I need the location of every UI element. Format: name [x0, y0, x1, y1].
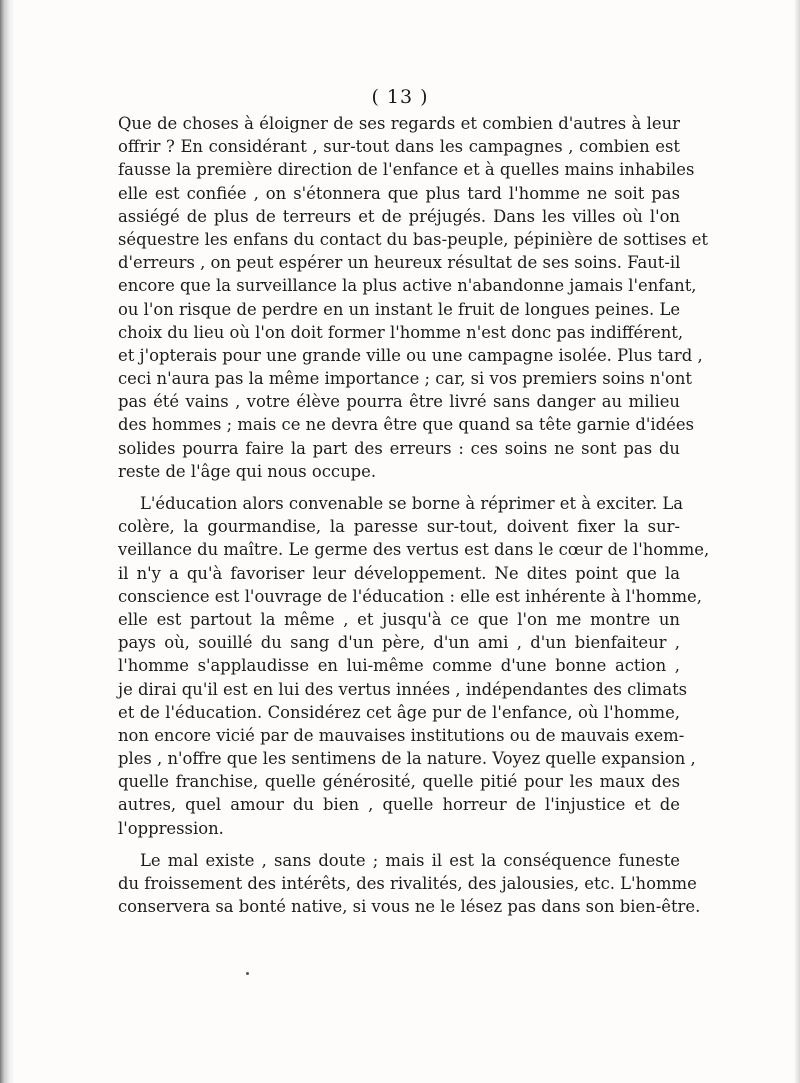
body-text	[118, 112, 710, 918]
text-line: L'éducation alors convenable se borne à réprimer et à exciter. La	[140, 494, 684, 513]
text-line: solides pourra faire la part des erreurs : ces soins ne sont pas du	[118, 438, 680, 458]
text-line: ples , n'offre que les sentimens de la nature. Voyez quelle expansion ,	[118, 749, 696, 769]
text-line: colère, la gourmandise, la paresse sur-tout, doivent fixer la sur-	[118, 517, 680, 537]
text-line: Le mal existe , sans doute ; mais il est la conséquence funeste	[140, 850, 680, 870]
text-line: autres, quel amour du bien , quelle horreur de l'injustice et de	[118, 795, 680, 815]
text-line: veillance du maître. Le germe des vertus est dans le cœur de l'homme,	[118, 540, 710, 560]
text-line: assiégé de plus de terreurs et de préjugés. Dans les villes où l'on	[118, 206, 680, 226]
text-line: pays où, souillé du sang d'un père, d'un ami , d'un bienfaiteur ,	[118, 633, 680, 653]
text-line: Que de choses à éloigner de ses regards et combien d'autres à leur	[118, 114, 680, 133]
text-line: et j'opterais pour une grande ville ou une campagne isolée. Plus tard ,	[118, 345, 703, 365]
paragraph-3	[118, 849, 701, 919]
print-speck	[246, 972, 249, 975]
text-line: pas été vains , votre élève pourra être livré sans danger au milieu	[118, 392, 680, 412]
text-line: choix du lieu où l'on doit former l'homme n'est donc pas indifférent,	[118, 322, 684, 342]
text-line: offrir ? En considérant , sur-tout dans les campagnes , combien est	[118, 137, 680, 157]
text-line: je dirai qu'il est en lui des vertus innées , indépendantes des climats	[118, 679, 688, 699]
text-line: d'erreurs , on peut espérer un heureux résultat de ses soins. Faut-il	[118, 253, 681, 273]
text-line: elle est partout la même , et jusqu'à ce que l'on me montre un	[118, 609, 680, 629]
paragraph-gap	[118, 483, 680, 492]
text-line: et de l'éducation. Considérez cet âge pur de l'enfance, où l'homme,	[118, 702, 680, 722]
page-edge-shadow-right	[794, 0, 800, 1083]
page-edge-shadow-left	[0, 0, 14, 1083]
text-line: quelle franchise, quelle générosité, quelle pitié pour les maux des	[118, 772, 680, 792]
text-line: des hommes ; mais ce ne devra être que quand sa tête garnie d'idées	[118, 415, 694, 435]
text-line: ceci n'aura pas la même importance ; car, si vos premiers soins n'ont	[118, 369, 692, 389]
text-line: reste de l'âge qui nous occupe.	[118, 461, 377, 481]
text-line: l'homme s'applaudisse en lui-même comme d'une bonne action ,	[118, 656, 680, 676]
page-number: ( 13 )	[371, 86, 429, 108]
text-line: elle est confiée , on s'étonnera que plus tard l'homme ne soit pas	[118, 183, 680, 203]
text-line: il n'y a qu'à favoriser leur développement. Ne dites point que la	[118, 563, 680, 583]
text-line: encore que la surveillance la plus active n'abandonne jamais l'enfant,	[118, 276, 697, 296]
text-line: l'oppression.	[118, 818, 224, 838]
text-line: du froissement des intérêts, des rivalités, des jalousies, etc. L'homme	[118, 874, 697, 893]
paragraph-gap	[118, 840, 680, 849]
text-line: séquestre les enfans du contact du bas-peuple, pépinière de sottises et	[118, 229, 708, 249]
text-line: ou l'on risque de perdre en un instant le fruit de longues peines. Le	[118, 299, 681, 319]
text-line: conscience est l'ouvrage de l'éducation : elle est inhérente à l'homme,	[118, 586, 702, 606]
text-line: conservera sa bonté native, si vous ne le lésez pas dans son bien-être.	[118, 897, 701, 917]
paragraph-1	[118, 112, 708, 483]
text-line: non encore vicié par de mauvaises institutions ou de mauvais exem-	[118, 725, 685, 745]
text-line: fausse la première direction de l'enfance et à quelles mains inhabiles	[118, 160, 695, 180]
paragraph-2	[118, 492, 710, 840]
